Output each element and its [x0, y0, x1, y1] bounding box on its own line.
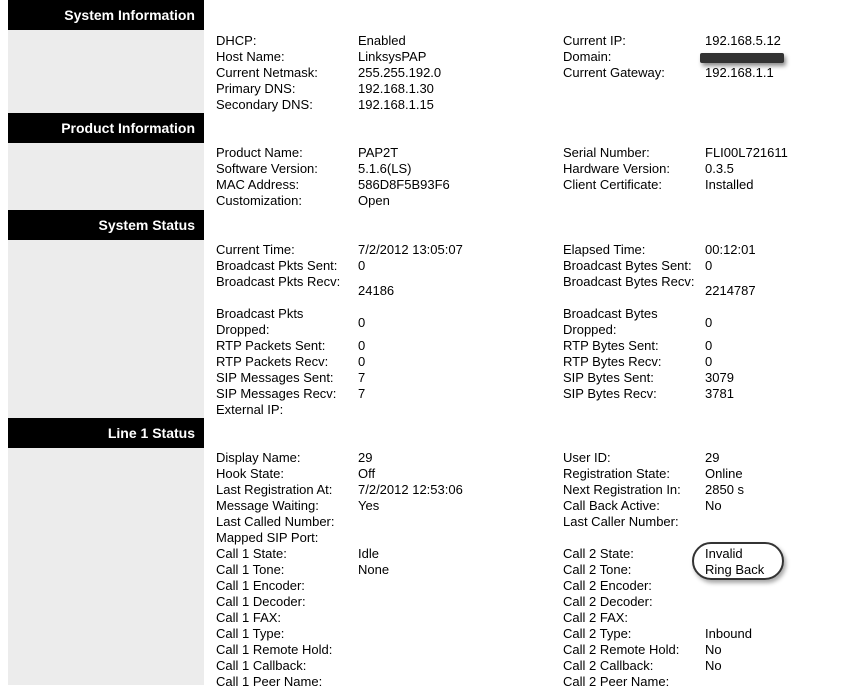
system-status-header: System Status: [8, 210, 204, 240]
field-value: No: [705, 658, 722, 673]
field-value: Idle: [358, 546, 379, 561]
field-label: Broadcast Pkts Sent:: [216, 258, 338, 273]
field-label: Last Registration At:: [216, 482, 333, 497]
system-information-header: System Information: [8, 0, 204, 30]
field-value: Off: [358, 466, 376, 481]
field-label: Software Version:: [216, 161, 318, 176]
field-value: 0.3.5: [705, 161, 734, 176]
field-value: 2850 s: [705, 482, 745, 497]
field-value: FLI00L721611: [705, 145, 788, 160]
field-label: Broadcast Bytes Dropped:: [563, 306, 658, 337]
field-label: User ID:: [563, 450, 611, 465]
field-value: 2214787: [705, 283, 756, 298]
field-label: Call 2 Callback:: [563, 658, 654, 673]
field-label: Domain:: [563, 49, 612, 64]
field-value: LinksysPAP: [358, 49, 427, 64]
field-value: 3079: [705, 370, 734, 385]
field-value: Yes: [358, 498, 380, 513]
field-label: RTP Packets Recv:: [216, 354, 329, 369]
field-value: 29: [705, 450, 720, 465]
field-value: Online: [705, 466, 743, 481]
field-value: 192.168.5.12: [705, 33, 781, 48]
field-label: SIP Bytes Recv:: [563, 386, 657, 401]
product-information-header: Product Information: [8, 113, 204, 143]
field-value: 0: [358, 354, 366, 369]
field-value: Inbound: [705, 626, 752, 641]
field-label: Hook State:: [216, 466, 284, 481]
field-label: Display Name:: [216, 450, 301, 465]
field-value: 00:12:01: [705, 242, 756, 257]
field-value: 0: [705, 258, 713, 273]
field-label: Current Gateway:: [563, 65, 665, 80]
field-value: 7/2/2012 13:05:07: [358, 242, 463, 257]
field-value: 0: [358, 258, 366, 273]
field-value: 7: [358, 370, 366, 385]
field-label: Secondary DNS:: [216, 97, 313, 112]
field-label: RTP Bytes Sent:: [563, 338, 659, 353]
field-label: SIP Bytes Sent:: [563, 370, 654, 385]
field-value: 0: [358, 338, 366, 353]
field-value: Installed: [705, 177, 754, 192]
field-label: Call 2 FAX:: [563, 610, 629, 625]
field-label: Call 1 State:: [216, 546, 287, 561]
field-label: Call 1 Type:: [216, 626, 285, 641]
field-value: 0: [705, 354, 713, 369]
section-header-bar: [204, 418, 850, 448]
field-label: Call 1 Encoder:: [216, 578, 305, 593]
field-label: Call 2 Tone:: [563, 562, 632, 577]
field-label: Mapped SIP Port:: [216, 530, 319, 545]
field-label: Call 1 Remote Hold:: [216, 642, 333, 657]
field-label: SIP Messages Sent:: [216, 370, 334, 385]
field-label: Serial Number:: [563, 145, 650, 160]
field-value: No: [705, 498, 722, 513]
line-1-status-header: Line 1 Status: [8, 418, 204, 448]
field-value: 5.1.6(LS): [358, 161, 412, 176]
field-label: Call 1 Peer Name:: [216, 674, 323, 689]
field-label: Product Name:: [216, 145, 303, 160]
field-label: RTP Bytes Recv:: [563, 354, 662, 369]
field-value: Enabled: [358, 33, 406, 48]
field-label: RTP Packets Sent:: [216, 338, 326, 353]
field-label: Elapsed Time:: [563, 242, 646, 257]
field-label: Call 2 Peer Name:: [563, 674, 670, 689]
field-label: SIP Messages Recv:: [216, 386, 337, 401]
field-label: Message Waiting:: [216, 498, 319, 513]
field-label: Broadcast Bytes Sent:: [563, 258, 692, 273]
field-label: Call 2 Type:: [563, 626, 632, 641]
field-value: 192.168.1.1: [705, 65, 774, 80]
field-label: Call Back Active:: [563, 498, 660, 513]
field-value: No: [705, 642, 722, 657]
field-value: 7/2/2012 12:53:06: [358, 482, 463, 497]
field-label: Last Caller Number:: [563, 514, 679, 529]
left-sidebar-panel: [8, 0, 204, 685]
field-value: 24186: [358, 283, 395, 298]
field-label: Client Certificate:: [563, 177, 662, 192]
field-label: Call 2 State:: [563, 546, 634, 561]
field-value: 586D8F5B93F6: [358, 177, 450, 192]
field-label: External IP:: [216, 402, 284, 417]
field-label: Last Called Number:: [216, 514, 335, 529]
field-value: Invalid: [705, 546, 743, 561]
field-value: 3781: [705, 386, 734, 401]
field-label: Current Time:: [216, 242, 295, 257]
field-label: Call 2 Remote Hold:: [563, 642, 680, 657]
field-value: 255.255.192.0: [358, 65, 442, 80]
highlight-circle: [692, 542, 784, 580]
field-label: Current Netmask:: [216, 65, 318, 80]
field-value: None: [358, 562, 390, 577]
field-value: 0: [358, 315, 366, 330]
field-label: Next Registration In:: [563, 482, 681, 497]
field-label: Host Name:: [216, 49, 285, 64]
field-label: Call 1 Callback:: [216, 658, 307, 673]
field-value: 7: [358, 386, 366, 401]
field-value: Ring Back: [705, 562, 765, 577]
section-header-bar: [204, 210, 850, 240]
field-label: Primary DNS:: [216, 81, 296, 96]
field-label: Call 2 Decoder:: [563, 594, 653, 609]
field-label: DHCP:: [216, 33, 257, 48]
field-label: Call 1 FAX:: [216, 610, 282, 625]
section-header-bar: [204, 113, 850, 143]
field-label: Customization:: [216, 193, 302, 208]
field-value: 0: [705, 338, 713, 353]
field-label: Call 1 Tone:: [216, 562, 285, 577]
field-value: PAP2T: [358, 145, 399, 160]
field-value: 192.168.1.30: [358, 81, 434, 96]
field-label: Broadcast Bytes Recv:: [563, 274, 695, 289]
field-value: 29: [358, 450, 373, 465]
field-label: Broadcast Pkts Recv:: [216, 274, 341, 289]
field-value: Open: [358, 193, 390, 208]
field-label: Call 2 Encoder:: [563, 578, 652, 593]
section-header-bar: [204, 0, 850, 30]
field-value: 192.168.1.15: [358, 97, 434, 112]
field-label: Current IP:: [563, 33, 626, 48]
field-label: Broadcast Pkts Dropped:: [216, 306, 304, 337]
field-label: Hardware Version:: [563, 161, 670, 176]
field-label: Call 1 Decoder:: [216, 594, 306, 609]
field-label: MAC Address:: [216, 177, 300, 192]
field-value: 0: [705, 315, 713, 330]
redaction-bar: [700, 53, 784, 63]
field-label: Registration State:: [563, 466, 670, 481]
